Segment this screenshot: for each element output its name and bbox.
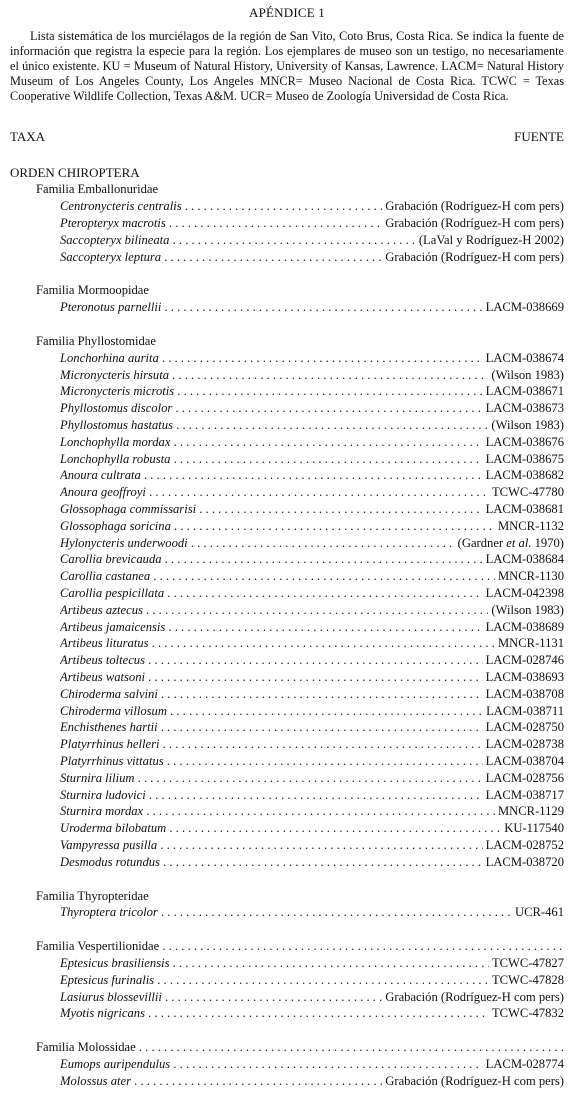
species-name: Desmodus rotundus . . .: [60, 855, 564, 869]
species-source: LACM-038673: [483, 400, 564, 417]
species-source: (LaVal y Rodríguez-H 2002): [416, 232, 564, 249]
species-name: Saccopteryx leptura . . .: [60, 250, 564, 264]
species-row: [60, 568, 564, 585]
family-heading: [36, 333, 564, 350]
intro-paragraph: Lista sistemática de los murciélagos de la región de San Vito, Coto Brus, Costa Rica. Se indica la fuente de información que registra la especie para la región. Los ejemplares de museo son un testigo, no necesariamente el único existente. KU = Museum of Natural History, University of Kansas, Lawrence. LACM= Natural History Museum of Los Angeles County, Los Angeles MNCR= Museo Nacional de Costa Rica. TCWC = Texas Cooperative Wildlife Collection, Texas A&M. UCR= Museo de Zoología Universidad de Costa Rica.: [10, 29, 564, 104]
species-name: Lonchorhina aurita . . .: [60, 351, 564, 365]
species-source: LACM-038676: [483, 434, 564, 451]
species-name: Uroderma bilobatum . . .: [60, 821, 564, 835]
species-source: LACM-038671: [483, 383, 564, 400]
species-row: [60, 803, 564, 820]
species-row: [60, 350, 564, 367]
species-name: Lasiurus blossevillii . . .: [60, 990, 564, 1004]
species-name: Eptesicus furinalis . . .: [60, 973, 564, 987]
species-row: [60, 955, 564, 972]
species-name: Phyllostomus hastatus . . .: [60, 418, 564, 432]
species-row: [60, 787, 564, 804]
source-text: 1970): [531, 535, 564, 550]
family-heading: [36, 282, 564, 299]
species-row: [60, 467, 564, 484]
species-source: LACM-038708: [483, 686, 564, 703]
species-source: Grabación (Rodríguez-H com pers): [382, 249, 564, 266]
species-source: [455, 535, 564, 552]
species-name: Vampyressa pusilla . . .: [60, 838, 564, 852]
species-row: [60, 501, 564, 518]
species-name: Carollia pespicillata . . .: [60, 586, 564, 600]
species-source: TCWC-47832: [489, 1005, 564, 1022]
species-row: [60, 1073, 564, 1090]
family-heading: [36, 938, 564, 955]
species-source: Grabación (Rodríguez-H com pers): [382, 1073, 564, 1090]
species-name: Carollia brevicauda . . .: [60, 552, 564, 566]
family-name: Familia Vespertilionidae . . .: [36, 939, 564, 953]
family-name: Familia Molossidae . . .: [36, 1040, 564, 1054]
fuente-column-label: FUENTE: [514, 129, 564, 145]
species-row: [60, 854, 564, 871]
species-name: Artibeus lituratus . . .: [60, 636, 564, 650]
species-row: [60, 383, 564, 400]
species-name: Thyroptera tricolor . . .: [60, 905, 564, 919]
species-source: LACM-038674: [483, 350, 564, 367]
species-name: Enchisthenes hartii . . .: [60, 720, 564, 734]
species-name: Eumops auripendulus . . .: [60, 1057, 564, 1071]
family-heading: [36, 1039, 564, 1056]
species-name: Artibeus jamaicensis . . .: [60, 620, 564, 634]
species-source: LACM-028738: [483, 736, 564, 753]
species-source: (Wilson 1983): [488, 417, 564, 434]
species-source: LACM-028746: [483, 652, 564, 669]
species-name: Micronycteris microtis . . .: [60, 384, 564, 398]
species-source: LACM-038717: [483, 787, 564, 804]
species-source: LACM-038681: [483, 501, 564, 518]
taxa-column-label: TAXA: [10, 129, 46, 145]
species-row: [60, 232, 564, 249]
family-list: [10, 181, 564, 1089]
species-source: LACM-028750: [483, 719, 564, 736]
species-source: LACM-038675: [483, 451, 564, 468]
species-row: [60, 249, 564, 266]
species-row: [60, 484, 564, 501]
species-row: [60, 551, 564, 568]
species-row: [60, 635, 564, 652]
species-name: Chiroderma villosum . . .: [60, 704, 564, 718]
species-source: LACM-038693: [483, 669, 564, 686]
species-source: TCWC-47827: [489, 955, 564, 972]
species-row: [60, 215, 564, 232]
order-heading: ORDEN CHIROPTERA: [10, 165, 140, 181]
appendix-title: APÉNDICE 1: [248, 5, 326, 20]
species-name: Sturnira lilium . . .: [60, 771, 564, 785]
species-row: [60, 518, 564, 535]
species-source: LACM-028752: [483, 837, 564, 854]
species-source: Grabación (Rodríguez-H com pers): [382, 198, 564, 215]
species-name: Chiroderma salvini . . .: [60, 687, 564, 701]
appendix-page: [10, 0, 564, 1090]
species-row: [60, 367, 564, 384]
source-italic-text: et al.: [506, 535, 532, 550]
species-source: MNCR-1130: [495, 568, 564, 585]
species-row: [60, 299, 564, 316]
species-source: Grabación (Rodríguez-H com pers): [382, 215, 564, 232]
species-row: [60, 585, 564, 602]
species-row: [60, 1056, 564, 1073]
species-source: UCR-461: [512, 904, 564, 921]
species-source: LACM-038689: [483, 619, 564, 636]
species-name: Phyllostomus discolor . . .: [60, 401, 564, 415]
species-source: MNCR-1132: [495, 518, 564, 535]
species-name: Carollia castanea . . .: [60, 569, 564, 583]
species-name: Anoura cultrata . . .: [60, 468, 564, 482]
species-source: MNCR-1129: [495, 803, 564, 820]
species-source: MNCR-1131: [495, 635, 564, 652]
column-header: [10, 128, 564, 145]
species-row: [60, 400, 564, 417]
family-name: Familia Thyropteridae: [36, 888, 149, 903]
species-source: LACM-038682: [483, 467, 564, 484]
species-name: Myotis nigricans . . .: [60, 1006, 564, 1020]
species-name: Molossus ater . . .: [60, 1074, 564, 1088]
species-row: [60, 1005, 564, 1022]
species-row: [60, 719, 564, 736]
species-row: [60, 989, 564, 1006]
species-name: Pteropteryx macrotis . . .: [60, 216, 564, 230]
species-name: Lonchophylla mordax . . .: [60, 435, 564, 449]
species-name: Hylonycteris underwoodi . . .: [60, 536, 564, 550]
species-row: [60, 602, 564, 619]
species-name: Sturnira mordax . . .: [60, 804, 564, 818]
species-name: Centronycteris centralis . . .: [60, 199, 564, 213]
species-row: [60, 198, 564, 215]
species-name: Platyrrhinus helleri . . .: [60, 737, 564, 751]
species-row: [60, 837, 564, 854]
species-row: [60, 770, 564, 787]
species-row: [60, 535, 564, 552]
species-row: [60, 669, 564, 686]
species-row: [60, 652, 564, 669]
species-name: Glossophaga commissarisi . . .: [60, 502, 564, 516]
species-name: Artibeus aztecus . . .: [60, 603, 564, 617]
species-name: Pteronotus parnellii . . .: [60, 300, 564, 314]
species-row: [60, 619, 564, 636]
species-name: Anoura geoffroyi . . .: [60, 485, 564, 499]
species-source: LACM-038704: [483, 753, 564, 770]
species-source: Grabación (Rodríguez-H com pers): [382, 989, 564, 1006]
family-heading: [36, 181, 564, 198]
species-row: [60, 736, 564, 753]
species-source: LACM-028774: [483, 1056, 564, 1073]
species-row: [60, 686, 564, 703]
species-name: Lonchophylla robusta . . .: [60, 452, 564, 466]
species-source: TCWC-47828: [489, 972, 564, 989]
species-source: (Wilson 1983): [488, 367, 564, 384]
species-name: Micronycteris hirsuta . . .: [60, 368, 564, 382]
species-row: [60, 451, 564, 468]
family-name: Familia Emballonuridae: [36, 182, 159, 197]
species-row: [60, 417, 564, 434]
species-name: Glossophaga soricina . . .: [60, 519, 564, 533]
species-row: [60, 753, 564, 770]
species-row: [60, 904, 564, 921]
species-row: [60, 820, 564, 837]
species-source: (Wilson 1983): [488, 602, 564, 619]
species-name: Saccopteryx bilineata . . .: [60, 233, 564, 247]
species-name: Sturnira ludovici . . .: [60, 788, 564, 802]
family-name: Familia Phyllostomidae: [36, 334, 156, 349]
species-name: Eptesicus brasiliensis . . .: [60, 956, 564, 970]
species-source: LACM-028756: [483, 770, 564, 787]
species-row: [60, 434, 564, 451]
species-source: LACM-038720: [483, 854, 564, 871]
species-row: [60, 703, 564, 720]
species-source: LACM-042398: [483, 585, 564, 602]
species-name: Platyrrhinus vittatus . . .: [60, 754, 564, 768]
source-text: (Gardner: [457, 535, 507, 550]
species-source: LACM-038684: [483, 551, 564, 568]
species-source: KU-117540: [501, 820, 564, 837]
family-heading: [36, 888, 564, 905]
species-source: TCWC-47780: [489, 484, 564, 501]
species-name: Artibeus toltecus . . .: [60, 653, 564, 667]
species-source: LACM-038669: [483, 299, 564, 316]
species-name: Artibeus watsoni . . .: [60, 670, 564, 684]
species-row: [60, 972, 564, 989]
species-source: LACM-038711: [483, 703, 564, 720]
family-name: Familia Mormoopidae: [36, 283, 149, 298]
